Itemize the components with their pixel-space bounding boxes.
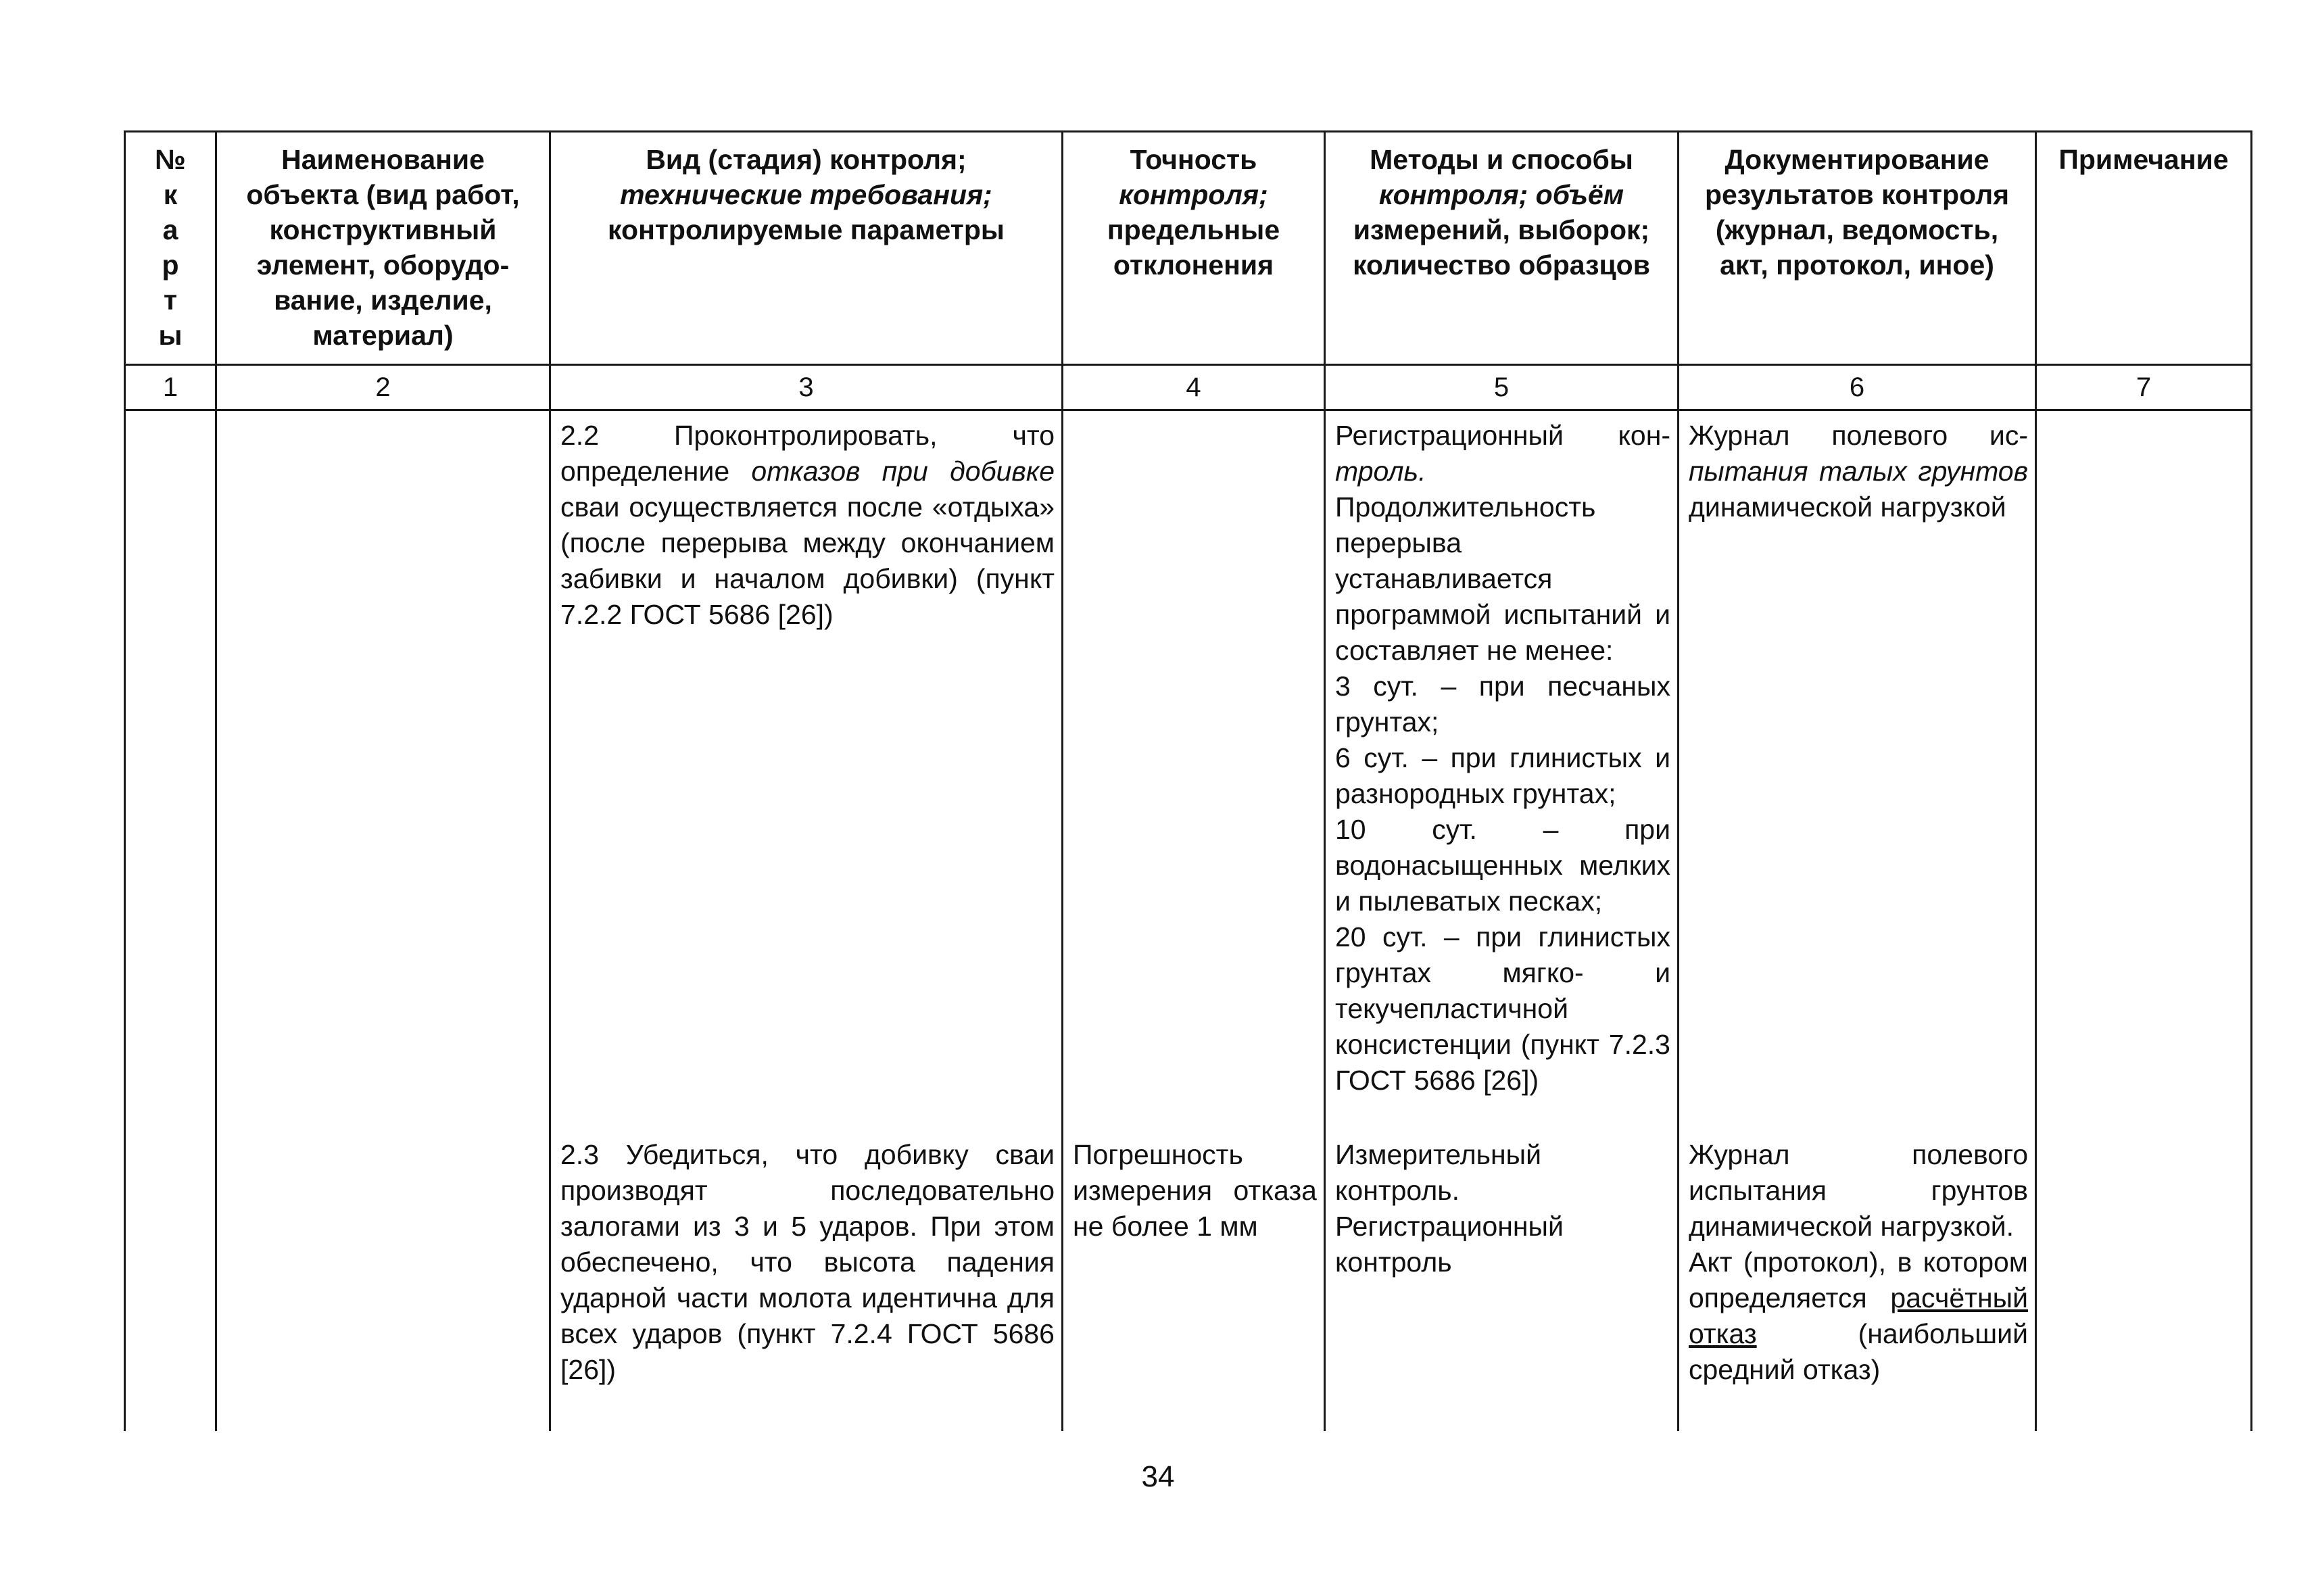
documentation-text: Журнал полевого испытания грунтов динамической нагрузкой. (1689, 1138, 2028, 1242)
header-methods-line: количество образцов (1353, 249, 1650, 281)
methods-text: Продолжительность перерыва устанавливается программой испытаний и составляет не менее: (1335, 491, 1670, 666)
accuracy-text: Погрешность измерения отказа не более 1 мм (1073, 1138, 1317, 1242)
column-number: 3 (550, 365, 1063, 410)
methods-text: 3 сут. – при песчаных грунтах; (1335, 671, 1670, 737)
header-accuracy (1063, 132, 1325, 365)
object-name-cell (216, 1130, 550, 1431)
accuracy-cell (1063, 1130, 1325, 1431)
control-type-cell (550, 410, 1063, 1130)
methods-text: 20 сут. – при глинистых грунтах мягко- и текучепластичной консистенции (пункт 7.2.3 ГОСТ 5686 [26]) (1335, 921, 1670, 1096)
header-methods (1325, 132, 1679, 365)
header-card-number-line: т (163, 285, 178, 316)
column-number: 7 (2036, 365, 2252, 410)
header-documentation-line: (журнал, ведомость, (1715, 214, 1999, 245)
header-card-number-line: а (162, 214, 178, 245)
header-control-type-line: Вид (стадия) контроля; (646, 144, 967, 175)
accuracy-cell (1063, 410, 1325, 1130)
header-accuracy-line: предельные (1107, 214, 1280, 245)
methods-cell (1325, 1130, 1679, 1431)
header-note-label: Примечание (2058, 144, 2229, 175)
header-methods-line: Методы и способы (1370, 144, 1633, 175)
methods-cell (1325, 410, 1679, 1130)
document-table (124, 130, 2252, 1431)
header-object-line: конструктивный (269, 214, 497, 245)
header-accuracy-line: Точность (1130, 144, 1257, 175)
methods-text: 10 сут. – при водонасыщенных мелких и пылеватых песках; (1335, 814, 1670, 917)
header-card-number-line: ы (158, 320, 183, 351)
header-documentation-line: Документирование (1724, 144, 1989, 175)
card-number-cell (125, 410, 216, 1130)
documentation-text: Журнал полевого ис- пытания талых грунтов динамической нагрузкой (1689, 420, 2028, 523)
header-accuracy-line: отклонения (1113, 249, 1274, 281)
header-card-number-line: № (155, 144, 186, 175)
documentation-cell (1679, 410, 2036, 1130)
methods-text: Регистрационный контроль (1335, 1210, 1564, 1278)
header-card-number-line: к (163, 179, 178, 210)
column-number-row (125, 365, 2252, 410)
header-row (125, 132, 2252, 365)
header-control-type-line: контролируемые параметры (608, 214, 1005, 245)
header-note (2036, 132, 2252, 365)
column-number: 4 (1063, 365, 1325, 410)
header-card-number (125, 132, 216, 365)
header-object-line: вание, изделие, (274, 285, 492, 316)
header-control-type-line: технические требования; (620, 179, 992, 210)
methods-text: Регистрационный кон- троль. (1335, 420, 1670, 487)
calculated-failure-term: расчётный отказ (1689, 1282, 2028, 1349)
note-cell (2036, 1130, 2252, 1431)
header-documentation-line: результатов контроля (1704, 179, 2010, 210)
header-accuracy-line: контроля; (1119, 179, 1268, 210)
documentation-text: Акт (протокол), в котором определяется расчётный отказ (наибольший средний отказ) (1689, 1246, 2028, 1385)
header-object-line: элемент, оборудо- (256, 249, 510, 281)
control-type-text: 2.3 Убедиться, что добивку сваи производят последовательно залогами из 3 и 5 ударов. При этом обеспечено, что высота падения ударной части молота идентична для всех ударов (пункт 7.2.4 ГОСТ 5686 [26]) (560, 1138, 1055, 1385)
header-methods-line: контроля; объём (1378, 179, 1624, 210)
header-documentation (1679, 132, 2036, 365)
table-row (125, 1130, 2252, 1431)
methods-text: Измерительный контроль. (1335, 1138, 1542, 1206)
control-type-text: 2.2 Проконтролировать, что определение отказов при добивке сваи осуществляется после «отдыха» (после перерыва между окончанием забивки и началом добивки) (пункт 7.2.2 ГОСТ 5686 [26]) (560, 420, 1055, 630)
header-documentation-line: акт, протокол, иное) (1720, 249, 1994, 281)
header-object-line: объекта (вид работ, (246, 179, 520, 210)
page-number: 34 (1141, 1460, 1175, 1493)
control-type-cell (550, 1130, 1063, 1431)
header-card-number-line: р (162, 249, 179, 281)
column-number: 6 (1679, 365, 2036, 410)
methods-text: 6 сут. – при глинистых и разнородных грунтах; (1335, 742, 1670, 809)
header-control-type (550, 132, 1063, 365)
documentation-cell (1679, 1130, 2036, 1431)
header-object-line: материал) (312, 320, 454, 351)
header-object-name (216, 132, 550, 365)
column-number: 1 (125, 365, 216, 410)
header-methods-line: измерений, выборок; (1353, 214, 1650, 245)
object-name-cell (216, 410, 550, 1130)
header-object-line: Наименование (281, 144, 485, 175)
note-cell (2036, 410, 2252, 1130)
table-row (125, 410, 2252, 1130)
card-number-cell (125, 1130, 216, 1431)
column-number: 5 (1325, 365, 1679, 410)
column-number: 2 (216, 365, 550, 410)
